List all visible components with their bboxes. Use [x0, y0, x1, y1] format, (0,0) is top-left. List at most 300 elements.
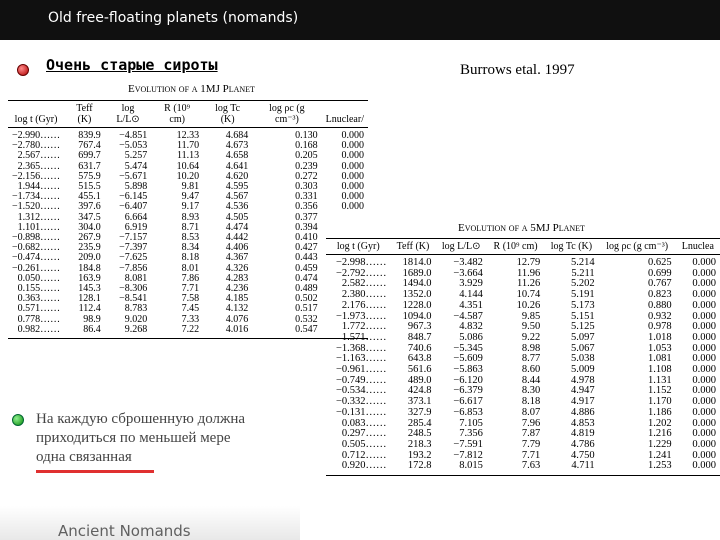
table-cell: −8.306 [119, 283, 148, 295]
table-cell: 1.018 [648, 331, 672, 343]
table-cell: −5.863 [453, 364, 483, 376]
table-cell: 967.3 [407, 321, 432, 333]
table-cell: 7.105 [459, 417, 483, 429]
table-cell: 1.152 [648, 385, 672, 397]
table-cell: −2.156…… [12, 170, 61, 182]
table-cell: 10.26 [516, 299, 541, 311]
table-cell: 0.000 [692, 267, 716, 279]
red-bullet-icon [17, 64, 29, 76]
table-cell: 2.567…… [17, 150, 61, 162]
table-cell: 0.427 [295, 242, 318, 254]
table-cell: 0.459 [295, 262, 318, 274]
table-cell: 740.6 [407, 342, 432, 354]
table-cell: 8.53 [181, 232, 200, 244]
table-cell: 11.13 [176, 150, 200, 162]
table-cell: 285.4 [407, 417, 432, 429]
table-cell: 0.083…… [341, 417, 387, 429]
table-row [8, 128, 368, 142]
green-bullet-icon [12, 414, 24, 426]
table-cell: 7.87 [521, 428, 541, 440]
table-cell: 4.076 [225, 313, 249, 325]
table-cell: 5.257 [124, 150, 148, 162]
table-cell: 172.8 [391, 461, 436, 475]
table-cell [322, 213, 368, 223]
table-cell: 8.34 [181, 242, 200, 254]
table-cell: 0.502 [295, 293, 318, 305]
table-cell: 4.132 [225, 303, 249, 315]
table-cell: 4.786 [571, 438, 595, 450]
table-cell: 4.144 [459, 289, 483, 301]
table-cell: 10.74 [516, 289, 541, 301]
table-cell: −3.482 [453, 257, 483, 268]
table-cell: −6.407 [119, 201, 148, 213]
column-header: log L/L⊙ [435, 239, 486, 255]
table-cell: 7.33 [181, 313, 200, 325]
table-cell: −6.853 [453, 406, 483, 418]
table-cell: −6.145 [119, 191, 148, 203]
table-cell: 373.1 [407, 396, 432, 408]
table-cell: 4.750 [571, 449, 595, 461]
table-cell: 4.684 [225, 130, 249, 141]
table-cell: 4.819 [571, 428, 595, 440]
table-cell: 4.567 [225, 191, 249, 203]
table-cell: 0.000 [692, 449, 716, 461]
table-cell: 699.7 [78, 150, 101, 162]
table-cell: 8.081 [124, 272, 148, 284]
table-cell: 5.151 [571, 310, 595, 322]
table-cell: 0.205 [295, 150, 318, 162]
table-cell: 5.191 [571, 289, 595, 301]
column-header: Lnuclear/ [322, 101, 368, 128]
table-cell: 4.711 [544, 461, 598, 475]
table-cell: −2.792…… [336, 267, 387, 279]
table-cell: 4.947 [571, 385, 595, 397]
table-cell: 839.9 [78, 130, 101, 141]
table-cell: 0.000 [692, 396, 716, 408]
table2-caption: Evolution of a 5MJ Planet [458, 222, 585, 234]
table-cell: 4.326 [225, 262, 249, 274]
table-cell: 235.9 [78, 242, 101, 254]
evolution-table-1mj [8, 100, 368, 339]
table-cell: 0.000 [341, 130, 364, 141]
column-header: log t (Gyr) [326, 239, 391, 255]
table-cell: 4.185 [225, 293, 249, 305]
table-cell: 397.6 [78, 201, 101, 213]
table-cell: 0.155…… [17, 283, 61, 295]
column-header: Teff (K) [391, 239, 436, 255]
table-cell: 0.547 [252, 325, 321, 339]
slide-title: Old free-floating planets (nomands) [48, 10, 299, 26]
table-cell: 0.363…… [17, 293, 61, 305]
table-cell: 304.0 [78, 221, 101, 233]
table-cell: 0.778…… [17, 313, 61, 325]
table-cell: 1.053 [648, 342, 672, 354]
table-row [326, 461, 720, 475]
table-cell: 98.9 [83, 313, 101, 325]
table-cell: 4.886 [571, 406, 595, 418]
table-cell: 575.9 [78, 170, 101, 182]
table-cell: 11.26 [517, 278, 541, 290]
table-cell: −0.961…… [336, 364, 387, 376]
table-cell: 5.086 [459, 331, 483, 343]
table-cell: 8.44 [521, 374, 541, 386]
table-cell: 0.050…… [17, 272, 61, 284]
title-bar [0, 0, 720, 40]
table-cell: −7.157 [119, 232, 148, 244]
table-cell: 145.3 [78, 283, 101, 295]
table-cell: 0.000 [341, 160, 364, 172]
table-cell: −1.734…… [12, 191, 61, 203]
column-header: Teff (K) [64, 101, 105, 128]
table-cell: 5.214 [571, 257, 595, 268]
table-cell: 1.216 [648, 428, 672, 440]
table-header-row [8, 101, 368, 128]
table-cell: 8.93 [181, 211, 200, 223]
table-cell: 2.176…… [341, 299, 387, 311]
table-cell: 4.978 [571, 374, 595, 386]
table-cell: 9.50 [521, 321, 541, 333]
table-cell: 0.505…… [341, 438, 387, 450]
table-cell: 0.297…… [341, 428, 387, 440]
table-cell: 8.98 [521, 342, 541, 354]
table-cell: 347.5 [78, 211, 101, 223]
table-cell: 1.081 [648, 353, 672, 365]
table-cell: −8.541 [119, 293, 148, 305]
table-cell: −6.379 [453, 385, 483, 397]
table-cell: 2.365…… [17, 160, 61, 172]
table-cell: 11.96 [517, 267, 541, 279]
table-cell: 767.4 [78, 140, 101, 152]
table-cell: −7.812 [453, 449, 483, 461]
column-header: log ρc (g cm⁻³) [252, 101, 321, 128]
table-cell: 1.571…… [341, 331, 387, 343]
table-cell: 0.571…… [17, 303, 61, 315]
table-cell: 5.097 [571, 331, 595, 343]
table-cell: 1.108 [648, 364, 672, 376]
table-cell: 4.641 [225, 160, 249, 172]
table-cell: 209.0 [78, 252, 101, 264]
table-cell: 0.377 [295, 211, 318, 223]
slide-subtitle: Очень старые сироты [46, 56, 218, 74]
table-cell: 4.283 [225, 272, 249, 284]
table-cell: 4.406 [225, 242, 249, 254]
table-cell: −4.851 [119, 130, 148, 141]
table-cell: 1094.0 [402, 310, 432, 322]
table-cell: 1814.0 [402, 257, 432, 268]
table-cell: 0.000 [341, 191, 364, 203]
table-cell: −2.990…… [12, 130, 61, 141]
table-cell: −7.856 [119, 262, 148, 274]
table1-caption: Evolution of a 1MJ Planet [128, 83, 255, 95]
table-cell: 0.474 [295, 272, 318, 284]
table-cell: 9.85 [521, 310, 541, 322]
table-cell: 9.268 [105, 325, 152, 339]
table-cell: 1.170 [648, 396, 672, 408]
table-cell: −6.617 [453, 396, 483, 408]
table-cell: 0.000 [692, 299, 716, 311]
table-cell: 7.63 [487, 461, 544, 475]
table-cell: 128.1 [78, 293, 101, 305]
table-cell: 6.664 [124, 211, 148, 223]
table-cell: 8.18 [521, 396, 541, 408]
body-text [36, 410, 296, 467]
table-cell: 643.8 [407, 353, 432, 365]
table-cell: −4.587 [453, 310, 483, 322]
table-cell: 424.8 [407, 385, 432, 397]
table-cell: 0.000 [692, 278, 716, 290]
table-cell: 0.767 [648, 278, 672, 290]
table-row [326, 408, 720, 419]
table-cell: 2.582…… [341, 278, 387, 290]
table-cell: 4.832 [459, 321, 483, 333]
column-header: R (10⁹ cm) [487, 239, 544, 255]
table-cell: 0.000 [692, 257, 716, 268]
table-cell: −0.131…… [336, 406, 387, 418]
table-cell: 9.47 [181, 191, 200, 203]
red-underline [36, 470, 154, 473]
body-line: На каждую сброшенную должна [36, 411, 246, 427]
table-cell: 4.620 [225, 170, 249, 182]
table-cell: 1.253 [599, 461, 676, 475]
table-cell: −6.120 [453, 374, 483, 386]
table-cell: 848.7 [407, 331, 432, 343]
table-cell: 0.000 [692, 364, 716, 376]
table-cell: 1.131 [648, 374, 672, 386]
table-cell: −0.749…… [336, 374, 387, 386]
table-row [8, 325, 368, 339]
table-cell: 5.009 [571, 364, 595, 376]
table-cell: 1.186 [648, 406, 672, 418]
table-cell: −7.397 [119, 242, 148, 254]
table-cell: 4.853 [571, 417, 595, 429]
table-cell: 0.823 [648, 289, 672, 301]
table-cell: 489.0 [407, 374, 432, 386]
table-cell: −0.332…… [336, 396, 387, 408]
table-cell: 4.505 [225, 211, 249, 223]
table-cell: 0.239 [295, 160, 318, 172]
table-cell: −5.609 [453, 353, 483, 365]
table-cell: 112.4 [78, 303, 101, 315]
table-cell: 0.000 [692, 289, 716, 301]
table-cell: 0.000 [676, 461, 720, 475]
table-cell: 267.9 [78, 232, 101, 244]
table-cell: 8.01 [181, 262, 200, 274]
table-cell: −3.664 [453, 267, 483, 279]
table-cell: 0.625 [648, 257, 672, 268]
table-cell: 0.982…… [8, 325, 64, 339]
table-cell: 1.312…… [17, 211, 61, 223]
table-cell: −0.898…… [12, 232, 61, 244]
table-cell: 12.33 [176, 130, 200, 141]
table-cell: 4.016 [203, 325, 252, 339]
table-cell: −0.682…… [12, 242, 61, 254]
table-cell: 7.22 [151, 325, 203, 339]
table-cell: 7.71 [181, 283, 200, 295]
table-cell: 0.000 [692, 342, 716, 354]
table-cell: 7.45 [181, 303, 200, 315]
table-cell: 0.130 [295, 130, 318, 141]
table-cell: −7.591 [453, 438, 483, 450]
body-line: приходиться по меньшей мере [36, 430, 231, 446]
table-cell: 0.000 [692, 353, 716, 365]
table-cell: 11.70 [176, 140, 200, 152]
table-cell: 9.17 [181, 201, 200, 213]
table-cell: −7.625 [119, 252, 148, 264]
table-cell: 1.772…… [341, 321, 387, 333]
table-cell: 1.229 [648, 438, 672, 450]
column-header: Lnuclea [676, 239, 720, 255]
table-cell: 0.303 [295, 181, 318, 193]
table-cell: 4.474 [225, 221, 249, 233]
table-cell: 4.658 [225, 150, 249, 162]
table-cell: 8.07 [521, 406, 541, 418]
table-cell: 3.929 [459, 278, 483, 290]
table-cell: 455.1 [78, 191, 101, 203]
table-cell: 9.020 [124, 313, 148, 325]
table-cell: 0.000 [341, 140, 364, 152]
table-cell: 10.20 [176, 170, 200, 182]
footer-text: Ancient Nomands [58, 522, 191, 540]
table-cell: 0.410 [295, 232, 318, 244]
table-cell: 0.356 [295, 201, 318, 213]
table-cell: 0.978 [648, 321, 672, 333]
table-cell: 7.71 [521, 449, 541, 461]
table-cell: 0.000 [341, 170, 364, 182]
table-cell: 5.067 [571, 342, 595, 354]
table-cell: 0.932 [648, 310, 672, 322]
table-cell: −2.998…… [336, 257, 387, 268]
table-cell: 0.699 [648, 267, 672, 279]
table-cell: 5.125 [571, 321, 595, 333]
table-cell: −0.534…… [336, 385, 387, 397]
table-cell: 8.60 [521, 364, 541, 376]
table-cell: 86.4 [64, 325, 105, 339]
table-cell: 7.356 [459, 428, 483, 440]
table-cell: 4.236 [225, 283, 249, 295]
table-cell: 0.000 [692, 374, 716, 386]
table-cell [322, 223, 368, 233]
table-cell: 5.202 [571, 278, 595, 290]
table-cell: 5.173 [571, 299, 595, 311]
table-cell: 7.58 [181, 293, 200, 305]
table-cell: 1228.0 [402, 299, 432, 311]
table-cell: 0.489 [295, 283, 318, 295]
table-cell: 8.30 [521, 385, 541, 397]
table-cell: 327.9 [407, 406, 432, 418]
table-cell: 12.79 [516, 257, 541, 268]
table-cell: 1689.0 [402, 267, 432, 279]
table-cell: 163.9 [78, 272, 101, 284]
table-cell: 0.517 [295, 303, 318, 315]
table-cell: −0.261…… [12, 262, 61, 274]
table-cell: 4.595 [225, 181, 249, 193]
table-cell: 184.8 [78, 262, 101, 274]
table-cell: 0.000 [692, 331, 716, 343]
table-cell: 8.015 [435, 461, 486, 475]
table-cell: 193.2 [407, 449, 432, 461]
table-cell: 7.86 [181, 272, 200, 284]
table-header-row [326, 239, 720, 255]
table-cell: 9.22 [521, 331, 541, 343]
table-cell: 4.673 [225, 140, 249, 152]
table-cell: −5.053 [119, 140, 148, 152]
table-cell: −0.474…… [12, 252, 61, 264]
table-cell: 0.000 [341, 150, 364, 162]
table-cell: 248.5 [407, 428, 432, 440]
column-header: log Tc (K) [544, 239, 598, 255]
table-cell: 0.920…… [326, 461, 391, 475]
table-cell: 5.474 [124, 160, 148, 172]
column-header: log Tc (K) [203, 101, 252, 128]
table-cell: 0.000 [692, 321, 716, 333]
table-cell: 561.6 [407, 364, 432, 376]
table-cell: 0.272 [295, 170, 318, 182]
table-cell: 0.000 [692, 385, 716, 397]
table-cell: 4.917 [571, 396, 595, 408]
table-cell: 0.331 [295, 191, 318, 203]
table-cell: 4.351 [459, 299, 483, 311]
table-cell: 8.77 [521, 353, 541, 365]
table-cell: 9.81 [181, 181, 200, 193]
table-cell: 10.64 [176, 160, 200, 172]
body-line: одна связанная [36, 449, 132, 465]
table-cell: 1.202 [648, 417, 672, 429]
table-cell: −2.780…… [12, 140, 61, 152]
table-cell: 218.3 [407, 438, 432, 450]
table-cell: 5.211 [571, 267, 595, 279]
table-cell: 515.5 [78, 181, 101, 193]
table-cell: 1.101…… [17, 221, 61, 233]
table-cell: 0.532 [295, 313, 318, 325]
table-cell: 0.394 [295, 221, 318, 233]
table-cell: 1.241 [648, 449, 672, 461]
table-cell: −1.973…… [336, 310, 387, 322]
table-cell: −5.671 [119, 170, 148, 182]
table-cell: −5.345 [453, 342, 483, 354]
table-cell: 1352.0 [402, 289, 432, 301]
table-cell: 1.944…… [17, 181, 61, 193]
table-cell: −1.163…… [336, 353, 387, 365]
table-cell: 1494.0 [402, 278, 432, 290]
table-cell: 7.79 [521, 438, 541, 450]
column-header: R (10⁹ cm) [151, 101, 203, 128]
table-cell: 0.880 [648, 299, 672, 311]
table-cell: 0.000 [692, 428, 716, 440]
table-cell: 5.038 [571, 353, 595, 365]
table-cell: 0.443 [295, 252, 318, 264]
table-cell: −1.368…… [336, 342, 387, 354]
table-row [326, 255, 720, 269]
table-cell: 0.712…… [341, 449, 387, 461]
table-cell: 0.000 [692, 310, 716, 322]
column-header: log L/L⊙ [105, 101, 152, 128]
evolution-table-5mj [326, 238, 720, 476]
table-cell: 2.380…… [341, 289, 387, 301]
table-row [326, 301, 720, 312]
table-cell: 8.783 [124, 303, 148, 315]
table-cell: 6.919 [124, 221, 148, 233]
table-cell: 0.000 [692, 438, 716, 450]
table-cell: 4.536 [225, 201, 249, 213]
table-cell: 0.000 [341, 201, 364, 213]
table-cell: 631.7 [78, 160, 101, 172]
column-header: log t (Gyr) [8, 101, 64, 128]
table-cell: 0.000 [341, 181, 364, 193]
table-cell: 0.168 [295, 140, 318, 152]
table-cell: 7.96 [521, 417, 541, 429]
table-cell: 4.442 [225, 232, 249, 244]
table-cell: 0.000 [692, 417, 716, 429]
